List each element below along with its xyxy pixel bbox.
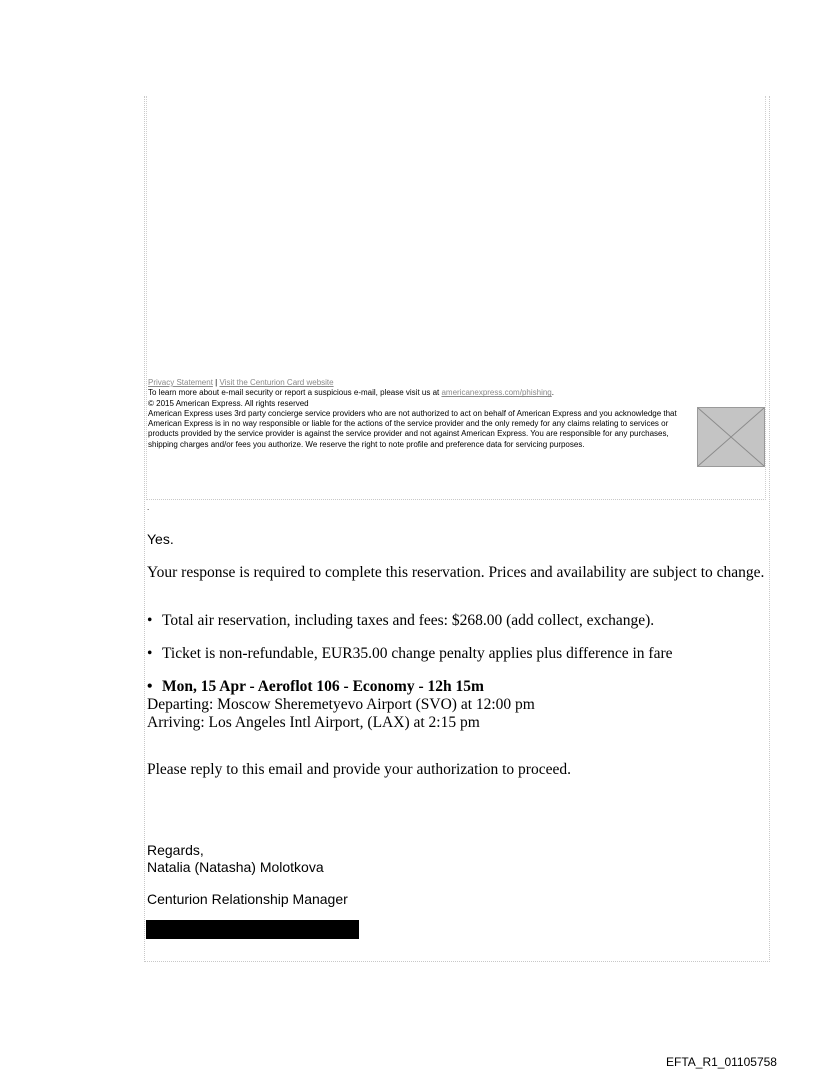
flight-heading-text: Mon, 15 Apr - Aeroflot 106 - Economy - 12h 15m (162, 678, 484, 695)
sender-name: Natalia (Natasha) Molotkova (147, 859, 324, 875)
separator-dot: . (147, 503, 150, 512)
bullet-marker: • (147, 612, 153, 629)
broken-image-placeholder (697, 407, 765, 467)
footer-links-line (148, 378, 768, 388)
centurion-website-link[interactable]: Visit the Centurion Card website (219, 378, 334, 387)
bullet-marker: • (147, 678, 153, 695)
reply-yes: Yes. (147, 531, 174, 547)
copyright-text: © 2015 American Express. All rights reserved (148, 398, 309, 408)
security-line (148, 388, 768, 398)
bullet-total-price (147, 612, 654, 630)
signature-block (147, 842, 324, 876)
security-period: . (551, 388, 554, 398)
phishing-link[interactable]: americanexpress.com/phishing (441, 388, 552, 398)
flight-heading (147, 678, 535, 696)
redaction-bar (146, 920, 359, 939)
link-separator: | (215, 378, 218, 387)
amex-footer (148, 378, 768, 450)
reply-request: Please reply to this email and provide your authorization to proceed. (147, 761, 571, 778)
disclaimer-text: American Express uses 3rd party concierge service providers who are not authorized to act on behalf of American Express and you acknowledge that American Express is in no way responsible or liable for the actions of the service provider and the only remedy for any claims relating to services or products provided by the service provider is against the service provider and not against American Express. You are responsible for any purchases, shipping charges and/or fees you authorize. We reserve the right to note profile and preference data for servicing purposes. (148, 408, 677, 449)
bullet-ticket-policy (147, 645, 673, 663)
image-placeholder-icon (698, 408, 764, 466)
sender-role: Centurion Relationship Manager (147, 891, 348, 907)
arriving-line: Arriving: Los Angeles Intl Airport, (LAX) at 2:15 pm (147, 714, 480, 731)
security-text: To learn more about e-mail security or report a suspicious e-mail, please visit us at (148, 388, 440, 398)
document-id: EFTA_R1_01105758 (666, 1055, 777, 1069)
regards-text: Regards, (147, 842, 204, 858)
bullet-ticket-text: Ticket is non-refundable, EUR35.00 change penalty applies plus difference in fare (162, 645, 673, 662)
privacy-statement-link[interactable]: Privacy Statement (148, 378, 213, 387)
bullet-marker: • (147, 645, 153, 662)
intro-paragraph: Your response is required to complete this reservation. Prices and availability are subject to change. (147, 564, 765, 581)
bullet-total-text: Total air reservation, including taxes and fees: $268.00 (add collect, exchange). (162, 612, 655, 629)
departing-line: Departing: Moscow Sheremetyevo Airport (SVO) at 12:00 pm (147, 696, 535, 713)
flight-details (147, 678, 535, 732)
